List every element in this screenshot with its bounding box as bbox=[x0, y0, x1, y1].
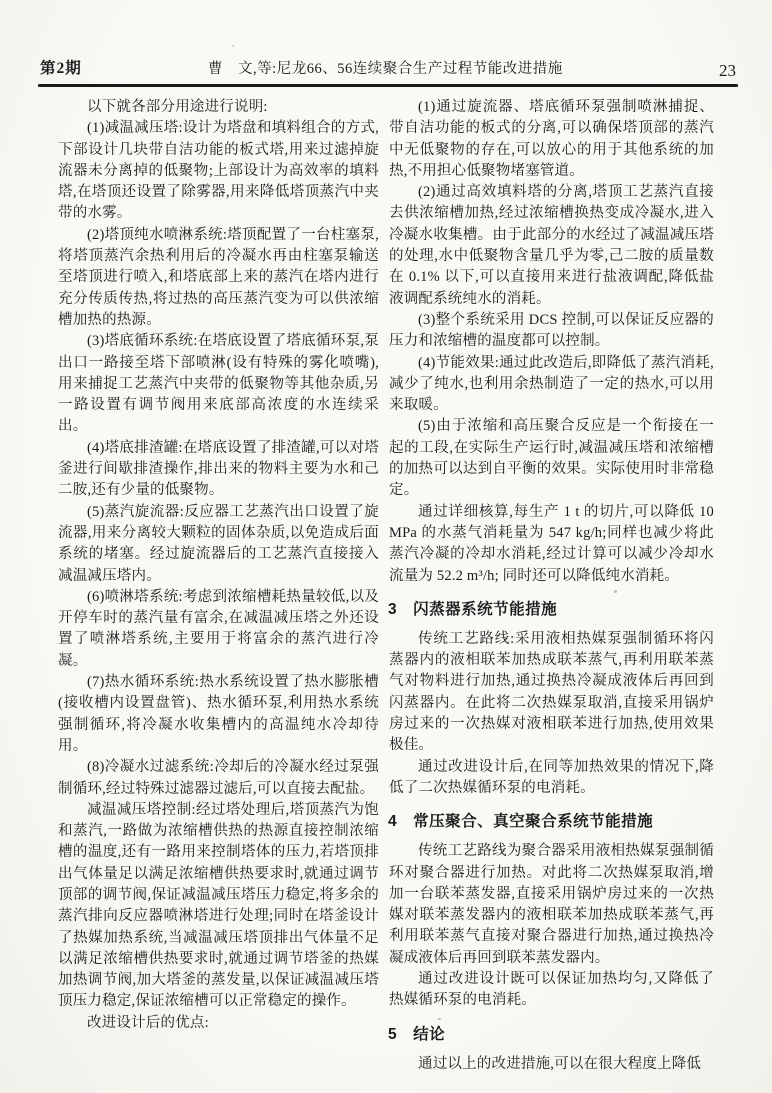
left-column bbox=[58, 97, 379, 1034]
header-rule bbox=[38, 84, 738, 87]
advantage-5: (5)由于浓缩和高压聚合反应是一个衔接在一起的工段,在实际生产运行时,减温减压塔和浓缩槽的加热可以达到自平衡的效果。实际使用时非常稳定。 bbox=[389, 418, 714, 499]
item-4-slag-tank: (4)塔底排渣罐:在塔底设置了排渣罐,可以对塔釜进行间歇排渣操作,排出来的物料主要为水和己二胺,还有少量的低聚物。 bbox=[58, 439, 379, 499]
advantage-4: (4)节能效果:通过此改造后,即降低了蒸汽消耗,减少了纯水,也利用余热制造了一定的热水,可以用来取暖。 bbox=[389, 354, 714, 414]
section-heading-3: 3 闪蒸器系统节能措施 bbox=[388, 600, 558, 618]
item-2-spray-system: (2)塔顶纯水喷淋系统:塔顶配置了一台柱塞泵,将塔顶蒸汽余热利用后的冷凝水再由柱塞泵输送至塔顶进行喷入,和塔底部上来的蒸汽在塔内进行充分传质传热,将过热的高压蒸汽变为可以供浓缩槽加热的热源。 bbox=[58, 226, 379, 328]
scan-speck bbox=[232, 45, 234, 47]
item-8-filter-system: (8)冷凝水过滤系统:冷却后的冷凝水经过泵强制循环,经过特殊过滤器过滤后,可以直接去配盐。 bbox=[58, 759, 379, 797]
section-heading-4: 4 常压聚合、真空聚合系统节能措施 bbox=[388, 813, 654, 831]
flash-improvement-para: 通过改进设计后,在同等加热效果的情况下,降低了二次热媒循环泵的电消耗。 bbox=[389, 758, 714, 796]
page-number: 23 bbox=[719, 61, 736, 80]
item-1-tower: (1)减温减压塔:设计为塔盘和填料组合的方式,下部设计几块带自洁功能的板式塔,用来过滤掉旋流器未分离掉的低聚物;上部设计为高效率的填料塔,在塔顶还设置了除雾器,用来降低塔顶蒸汽中夹带的水雾。 bbox=[58, 120, 379, 222]
tower-control-para: 减温减压塔控制:经过塔处理后,塔顶蒸汽为饱和蒸汽,一路做为浓缩槽供热的热源直接控制浓缩槽的温度,还有一路用来控制塔体的压力,若塔顶排出气体量足以满足浓缩槽供热要求时,就通过调节顶部的调节阀,保证减温减压塔压力稳定,将多余的蒸汽排向反应器喷淋塔进行处理;同时在塔釜设计了热媒加热系统,当减温减压塔顶排出气体量不足以满足浓缩槽供热要求时,就通过调节塔釜的热媒加热调节阀,加大塔釜的蒸发量,以保证减温减压塔顶压力稳定,保证浓缩槽可以正常稳定的操作。 bbox=[58, 801, 379, 1010]
flash-evaporator-para: 传统工艺路线:采用液相热媒泵强制循环将闪蒸器内的液相联苯加热成联苯蒸气,再利用联苯蒸气对物料进行加热,通过换热冷凝成液体后再回到闪蒸器内。在此将二次热媒泵取消,直接采用锅炉房过来的一次热媒对液相联苯进行加热,使用效果极佳。 bbox=[389, 630, 714, 754]
scan-speck bbox=[614, 590, 617, 593]
page-header bbox=[40, 50, 736, 78]
poly-improvement-para: 通过改进设计既可以保证加热均匀,又降低了热媒循环泵的电消耗。 bbox=[389, 970, 714, 1009]
right-column bbox=[389, 97, 714, 1075]
item-6-spray-tower: (6)喷淋塔系统:考虑到浓缩槽耗热量较低,以及开停车时的蒸汽量有富余,在减温减压塔之外还设置了喷淋塔系统,主要用于将富余的蒸汽进行冷凝。 bbox=[58, 588, 379, 669]
issue-label: 第2期 bbox=[40, 60, 82, 77]
section-heading-5: 5 结论 bbox=[388, 1025, 446, 1043]
item-7-hot-water-loop: (7)热水循环系统:热水系统设置了热水膨胀槽(接收槽内设置盘管)、热水循环泵,利用热水系统强制循环,将冷凝水收集槽内的高温纯水冷却待用。 bbox=[58, 674, 379, 754]
advantage-2: (2)通过高效填料塔的分离,塔顶工艺蒸汽直接去供浓缩槽加热,经过浓缩槽换热变成冷凝水,进入冷凝水收集槽。由于此部分的水经过了减温减压塔的处理,水中低聚物含量几乎为零,己二胺的质量数在 0.1% 以下,可以直接用来进行盐液调配,降低盐液调配系统纯水的消耗。 bbox=[389, 184, 714, 307]
running-title: 曹 文,等:尼龙66、56连续聚合生产过程节能改进措施 bbox=[208, 61, 563, 77]
advantage-1: (1)通过旋流器、塔底循环泵强制喷淋捕捉、带自洁功能的板式的分离,可以确保塔顶部的蒸汽中无低聚物的存在,可以放心的用于其他系统的加热,不用担心低聚物堵塞管道。 bbox=[389, 99, 714, 179]
scan-speck bbox=[438, 1018, 441, 1020]
savings-calculation: 通过详细核算,每生产 1 t 的切片,可以降低 10 MPa 的水蒸气消耗量为 547 kg/h;同样也减少将此蒸汽冷凝的冷却水消耗,经过计算可以减少冷却水流量为 52.2 m³/h; 同时还可以降低纯水消耗。 bbox=[389, 503, 714, 584]
item-5-cyclone: (5)蒸汽旋流器:反应器工艺蒸汽出口设置了旋流器,用来分离较大颗粒的固体杂质,以免造成后面系统的堵塞。经过旋流器后的工艺蒸汽直接接入减温减压塔内。 bbox=[58, 503, 379, 584]
polymerizer-para: 传统工艺路线为聚合器采用液相热媒泵强制循环对聚合器进行加热。对此将二次热媒泵取消,增加一台联苯蒸发器,直接采用锅炉房过来的一次热媒对联苯蒸发器内的液相联苯加热成联苯蒸气,再利用联苯蒸气直接对聚合器进行加热,通过换热冷凝成液体后再回到联苯蒸发器内。 bbox=[389, 843, 714, 966]
advantages-lead-line: 改进设计后的优点: bbox=[87, 1014, 209, 1031]
intro-line: 以下就各部分用途进行说明: bbox=[87, 99, 268, 115]
item-3-bottom-loop: (3)塔底循环系统:在塔底设置了塔底循环泵,泵出口一路接至塔下部喷淋(设有特殊的雾化喷嘴),用来捕捉工艺蒸汽中夹带的低聚物等其他杂质,另一路设置有调节阀用来底部高浓度的水连续采出。 bbox=[58, 333, 379, 435]
scan-speck bbox=[586, 125, 588, 127]
conclusion-para: 通过以上的改进措施,可以在很大程度上降低 bbox=[418, 1055, 702, 1072]
advantage-3: (3)整个系统采用 DCS 控制,可以保证反应器的压力和浓缩槽的温度都可以控制。 bbox=[389, 311, 714, 350]
